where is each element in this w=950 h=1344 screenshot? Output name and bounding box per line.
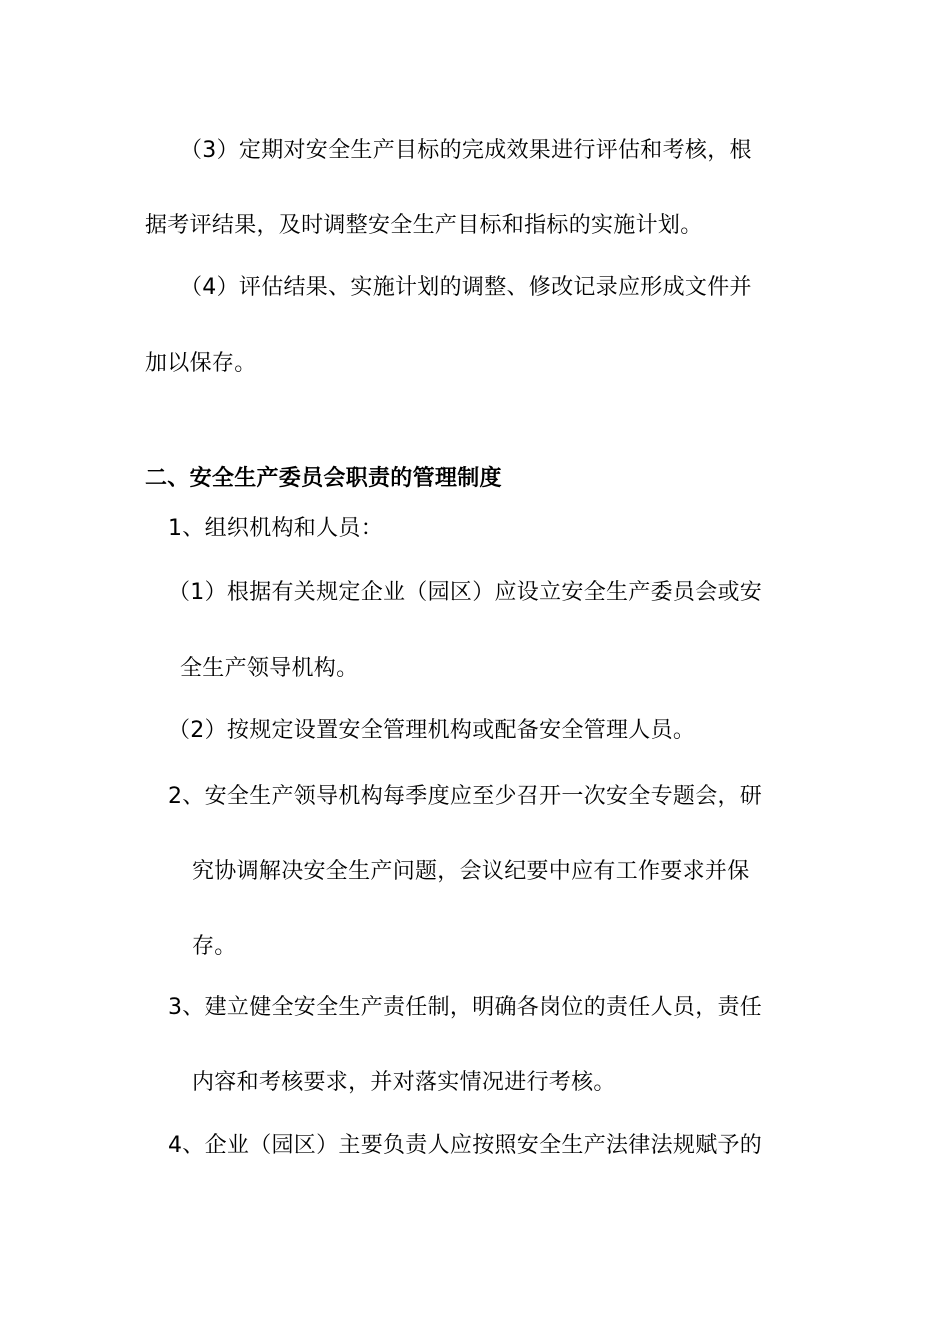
section2-item1-sub1-line1: （1）根据有关规定企业（园区）应设立安全生产委员会或安 (168, 580, 763, 605)
section1-item3-line2: 据考评结果，及时调整安全生产目标和指标的实施计划。 (145, 213, 703, 238)
section2-item1-sub2: （2）按规定设置安全管理机构或配备安全管理人员。 (168, 718, 696, 743)
section2-item4-line1: 4、企业（园区）主要负责人应按照安全生产法律法规赋予的 (168, 1133, 763, 1158)
section2-item2-line1: 2、安全生产领导机构每季度应至少召开一次安全专题会，研 (168, 784, 763, 809)
section2-item1: 1、组织机构和人员： (168, 516, 383, 541)
section2-item1-sub1-line2: 全生产领导机构。 (180, 656, 359, 681)
section2-item2-line3: 存。 (192, 934, 237, 959)
section1-item4-line2: 加以保存。 (145, 351, 257, 376)
section2-item3-line2: 内容和考核要求，并对落实情况进行考核。 (192, 1070, 616, 1095)
section2-item2-line2: 究协调解决安全生产问题，会议纪要中应有工作要求并保 (192, 859, 750, 884)
section1-item4-line1: （4）评估结果、实施计划的调整、修改记录应形成文件并 (180, 275, 752, 300)
section2-item3-line1: 3、建立健全安全生产责任制，明确各岗位的责任人员，责任 (168, 995, 763, 1020)
section2-heading: 二、安全生产委员会职责的管理制度 (145, 466, 502, 491)
section1-item3-line1: （3）定期对安全生产目标的完成效果进行评估和考核，根 (180, 138, 752, 163)
